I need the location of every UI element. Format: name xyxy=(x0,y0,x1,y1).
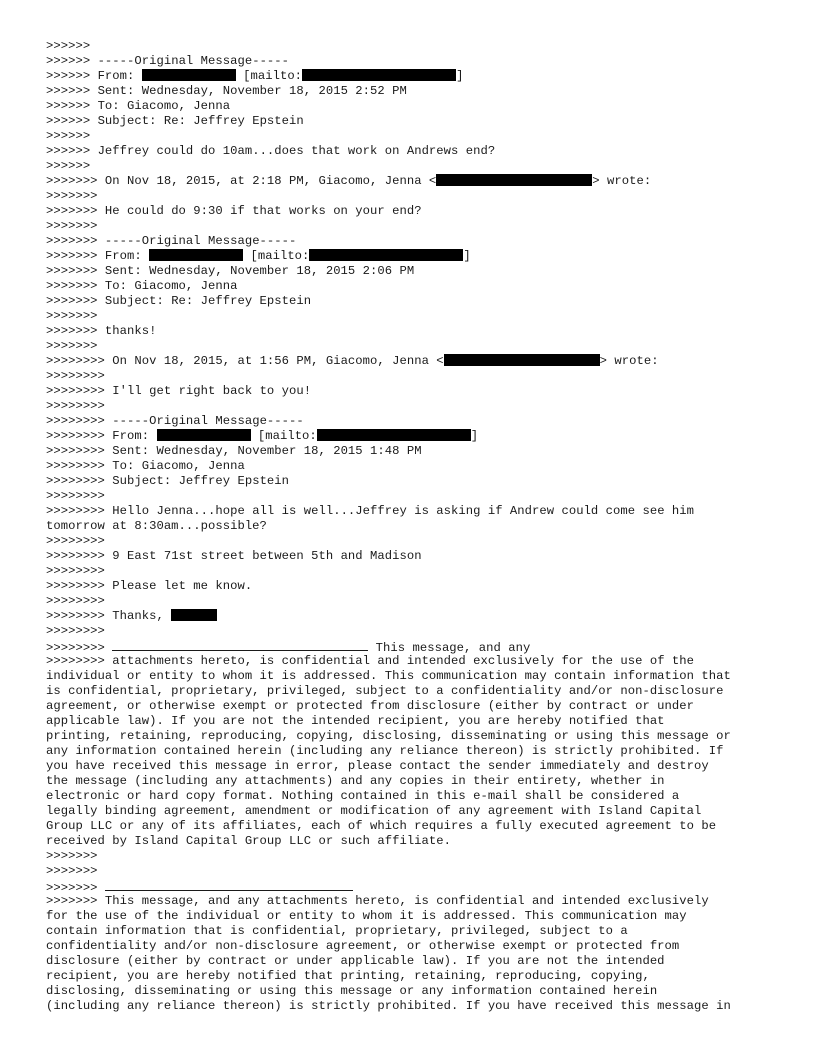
redacted-sender-email xyxy=(317,429,471,441)
quote-line: >>>>>> xyxy=(46,39,91,53)
message-body: >>>>>>>> 9 East 71st street between 5th and Madison xyxy=(46,549,422,563)
disclaimer-line: individual or entity to whom it is addressed. This communication may contain information that xyxy=(46,669,731,683)
quote-line: >>>>>>> xyxy=(46,339,98,353)
quote-line: >>>>>>>> xyxy=(46,534,105,548)
disclaimer-line: for the use of the individual or entity to whom it is addressed. This communication may xyxy=(46,909,687,923)
disclaimer-line: you have received this message in error, please contact the sender immediately and destroy xyxy=(46,759,709,773)
separator-rule xyxy=(112,639,368,651)
from-line: >>>>>> From: [mailto: ] xyxy=(46,69,464,83)
disclaimer-line: recipient, you are hereby notified that printing, retaining, reproducing, copying, xyxy=(46,969,650,983)
disclaimer-line: disclosure (either by contract or under applicable law). If you are not the intended xyxy=(46,954,665,968)
to-line: >>>>>>> To: Giacomo, Jenna xyxy=(46,279,238,293)
disclaimer-line: (including any reliance thereon) is strictly prohibited. If you have received this message in xyxy=(46,999,731,1013)
to-line: >>>>>> To: Giacomo, Jenna xyxy=(46,99,231,113)
redacted-signature xyxy=(171,609,217,621)
quote-line: >>>>>>> xyxy=(46,219,98,233)
sent-line: >>>>>> Sent: Wednesday, November 18, 2015 2:52 PM xyxy=(46,84,407,98)
disclaimer-line: Group LLC or any of its affiliates, each of which requires a fully executed agreement to be xyxy=(46,819,717,833)
subject-line: >>>>>>>> Subject: Jeffrey Epstein xyxy=(46,474,290,488)
message-body: >>>>>>>> I'll get right back to you! xyxy=(46,384,312,398)
disclaimer-line: is confidential, proprietary, privileged, subject to a confidentiality and/or non-disclosure xyxy=(46,684,724,698)
message-body: >>>>>>> thanks! xyxy=(46,324,157,338)
disclaimer-lead-line: >>>>>>>> This message, and any xyxy=(46,641,531,655)
disclaimer-line: confidentiality and/or non-disclosure agreement, or otherwise exempt or protected from xyxy=(46,939,680,953)
wrote-line: >>>>>>> On Nov 18, 2015, at 2:18 PM, Giacomo, Jenna < > wrote: xyxy=(46,174,652,188)
separator-rule xyxy=(105,879,353,891)
message-body: tomorrow at 8:30am...possible? xyxy=(46,519,267,533)
redacted-email xyxy=(444,354,600,366)
quote-line: >>>>>>> xyxy=(46,309,98,323)
redacted-sender-name xyxy=(149,249,243,261)
disclaimer-line: disclosing, disseminating or using this message or any information contained herein xyxy=(46,984,658,998)
disclaimer-line: received by Island Capital Group LLC or such affiliate. xyxy=(46,834,452,848)
subject-line: >>>>>>> Subject: Re: Jeffrey Epstein xyxy=(46,294,312,308)
quote-line: >>>>>>> xyxy=(46,189,98,203)
quote-line: >>>>>> xyxy=(46,159,91,173)
original-message-header: >>>>>>>> -----Original Message----- xyxy=(46,414,304,428)
from-line: >>>>>>>> From: [mailto: ] xyxy=(46,429,479,443)
message-body: >>>>>>>> Hello Jenna...hope all is well...Jeffrey is asking if Andrew could come see him xyxy=(46,504,695,518)
wrote-line: >>>>>>>> On Nov 18, 2015, at 1:56 PM, Giacomo, Jenna < > wrote: xyxy=(46,354,659,368)
redacted-email xyxy=(436,174,592,186)
disclaimer-line: applicable law). If you are not the intended recipient, you are hereby notified that xyxy=(46,714,665,728)
redacted-sender-name xyxy=(157,429,251,441)
quote-line: >>>>>>>> xyxy=(46,564,105,578)
disclaimer-line: contain information that is confidential, proprietary, privileged, subject to a xyxy=(46,924,628,938)
quote-line: >>>>>> xyxy=(46,129,91,143)
redacted-sender-email xyxy=(309,249,463,261)
from-line: >>>>>>> From: [mailto: ] xyxy=(46,249,471,263)
quote-line: >>>>>>>> xyxy=(46,624,105,638)
quote-line: >>>>>>>> xyxy=(46,489,105,503)
disclaimer-line: agreement, or otherwise exempt or protected from disclosure (either by contract or under xyxy=(46,699,695,713)
disclaimer-line: >>>>>>>> attachments hereto, is confidential and intended exclusively for the use of the xyxy=(46,654,695,668)
original-message-header: >>>>>> -----Original Message----- xyxy=(46,54,290,68)
quote-line: >>>>>>>> xyxy=(46,369,105,383)
to-line: >>>>>>>> To: Giacomo, Jenna xyxy=(46,459,245,473)
quote-line: >>>>>>> xyxy=(46,864,98,878)
quote-line: >>>>>>> xyxy=(46,849,98,863)
disclaimer-line: any information contained herein (including any reliance thereon) is strictly prohibited. If xyxy=(46,744,724,758)
separator-line: >>>>>>> xyxy=(46,879,786,894)
disclaimer-line: electronic or hard copy format. Nothing contained in this e-mail shall be considered a xyxy=(46,789,680,803)
email-thread-text xyxy=(46,39,786,1014)
message-body: >>>>>>>> Please let me know. xyxy=(46,579,253,593)
signoff-line: >>>>>>>> Thanks, xyxy=(46,609,786,624)
subject-line: >>>>>> Subject: Re: Jeffrey Epstein xyxy=(46,114,304,128)
message-body: >>>>>> Jeffrey could do 10am...does that work on Andrews end? xyxy=(46,144,496,158)
original-message-header: >>>>>>> -----Original Message----- xyxy=(46,234,297,248)
disclaimer-line: >>>>>>> This message, and any attachments hereto, is confidential and intended exclusively xyxy=(46,894,709,908)
redacted-sender-name xyxy=(142,69,236,81)
quote-line: >>>>>>>> xyxy=(46,399,105,413)
quote-line: >>>>>>>> xyxy=(46,594,105,608)
disclaimer-line: legally binding agreement, amendment or modification of any agreement with Island Capital xyxy=(46,804,702,818)
disclaimer-line: printing, retaining, reproducing, copying, disclosing, disseminating or using this message or xyxy=(46,729,731,743)
disclaimer-line: the message (including any attachments) and any copies in their entirety, whether in xyxy=(46,774,665,788)
sent-line: >>>>>>>> Sent: Wednesday, November 18, 2015 1:48 PM xyxy=(46,444,422,458)
sent-line: >>>>>>> Sent: Wednesday, November 18, 2015 2:06 PM xyxy=(46,264,415,278)
message-body: >>>>>>> He could do 9:30 if that works on your end? xyxy=(46,204,422,218)
redacted-sender-email xyxy=(302,69,456,81)
